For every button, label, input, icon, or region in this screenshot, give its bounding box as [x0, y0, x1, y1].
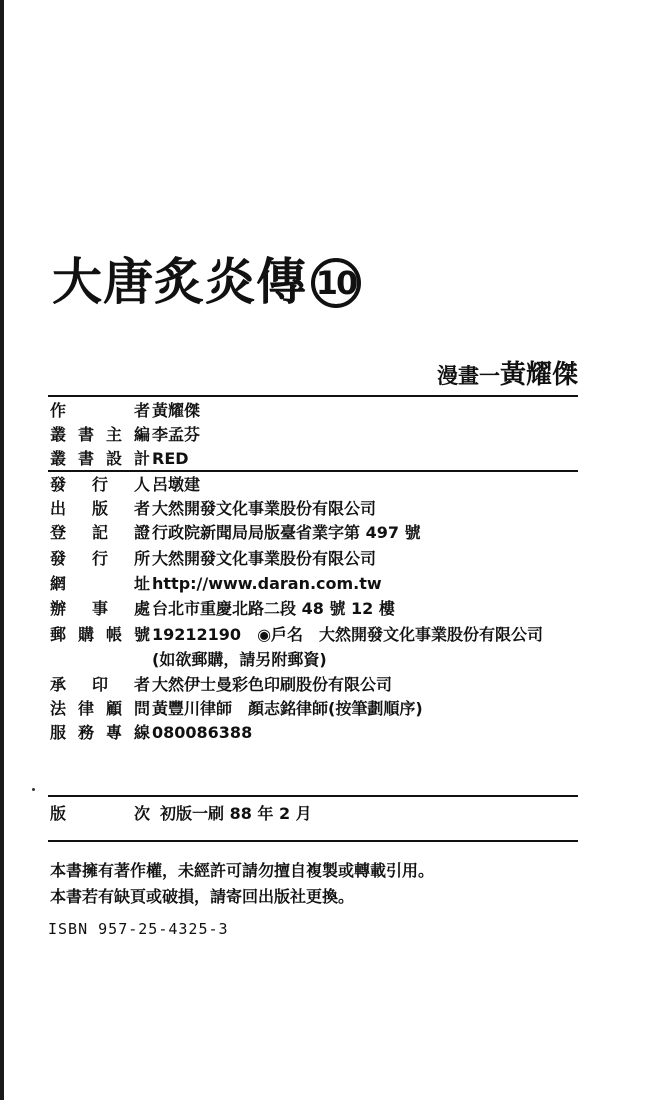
return-notice: 本書若有缺頁或破損，請寄回出版社更換。 [50, 887, 355, 906]
publisher-value: 黃豐川律師 顏志銘律師(按筆劃順序) [152, 699, 423, 718]
staff-label: 叢書主編 [50, 425, 150, 444]
website-link[interactable]: http://www.daran.com.tw [152, 574, 382, 593]
publisher-row [50, 522, 421, 544]
staff-row [50, 448, 189, 470]
divider-edition [48, 795, 578, 797]
publisher-value: 大然開發文化事業股份有限公司 [152, 549, 377, 568]
publisher-row [50, 598, 395, 620]
print-speck [32, 788, 35, 791]
author-credit [437, 354, 578, 391]
publisher-value: 19212190 ◉戶名 大然開發文化事業股份有限公司 [152, 625, 544, 644]
edition-value: 初版一刷 88 年 2 月 [160, 804, 312, 823]
publisher-label: 網 址 [50, 574, 150, 593]
publisher-label: 出版者 [50, 499, 150, 518]
credit-role: 漫畫一 [436, 364, 500, 388]
publisher-value: 大然伊士曼彩色印刷股份有限公司 [152, 675, 393, 694]
staff-value: RED [152, 449, 189, 468]
isbn-number: ISBN 957-25-4325-3 [48, 920, 229, 938]
publisher-row [50, 624, 544, 646]
staff-row [50, 400, 201, 422]
publisher-row [50, 498, 377, 520]
publisher-value: 大然開發文化事業股份有限公司 [152, 499, 377, 518]
publisher-row [50, 698, 423, 720]
page-edge-shadow [0, 0, 4, 1100]
divider-middle [48, 470, 578, 472]
staff-value: 黃耀傑 [152, 401, 201, 420]
divider-top [48, 395, 578, 397]
publisher-value: 台北市重慶北路二段 48 號 12 樓 [152, 599, 395, 618]
staff-value: 李孟芬 [152, 425, 201, 444]
staff-row [50, 424, 201, 446]
publisher-label: 辦事處 [50, 599, 150, 618]
publisher-label: 發行所 [50, 549, 150, 568]
publisher-row [50, 474, 201, 496]
publisher-label: 登記證 [50, 523, 150, 542]
publisher-value: (如欲郵購，請另附郵資) [152, 650, 327, 669]
staff-label: 作 者 [50, 401, 150, 420]
publisher-label: 服務專線 [50, 723, 150, 742]
publisher-row [50, 573, 382, 595]
publisher-value: 行政院新聞局局版臺省業字第 497 號 [152, 523, 421, 542]
publisher-value: 080086388 [152, 723, 253, 742]
staff-label: 叢書設計 [50, 449, 150, 468]
publisher-label: 法律顧問 [50, 699, 150, 718]
edition-row [50, 803, 312, 825]
publisher-row [50, 674, 393, 696]
publisher-label: 承印者 [50, 675, 150, 694]
divider-bottom [48, 840, 578, 842]
publisher-label: 發行人 [50, 475, 150, 494]
publisher-row [50, 548, 377, 570]
edition-label: 版 次 [50, 804, 150, 823]
book-title-text: 大唐炙炎傳 [52, 253, 307, 311]
publisher-row [50, 649, 327, 671]
credit-name: 黃耀傑 [499, 360, 578, 390]
volume-number: 10 [311, 258, 361, 308]
copyright-notice: 本書擁有著作權，未經許可請勿擅自複製或轉載引用。 [50, 861, 435, 880]
publisher-value: 呂墩建 [152, 475, 201, 494]
publisher-label: 郵購帳號 [50, 625, 150, 644]
book-title [52, 250, 361, 314]
publisher-row [50, 722, 253, 744]
